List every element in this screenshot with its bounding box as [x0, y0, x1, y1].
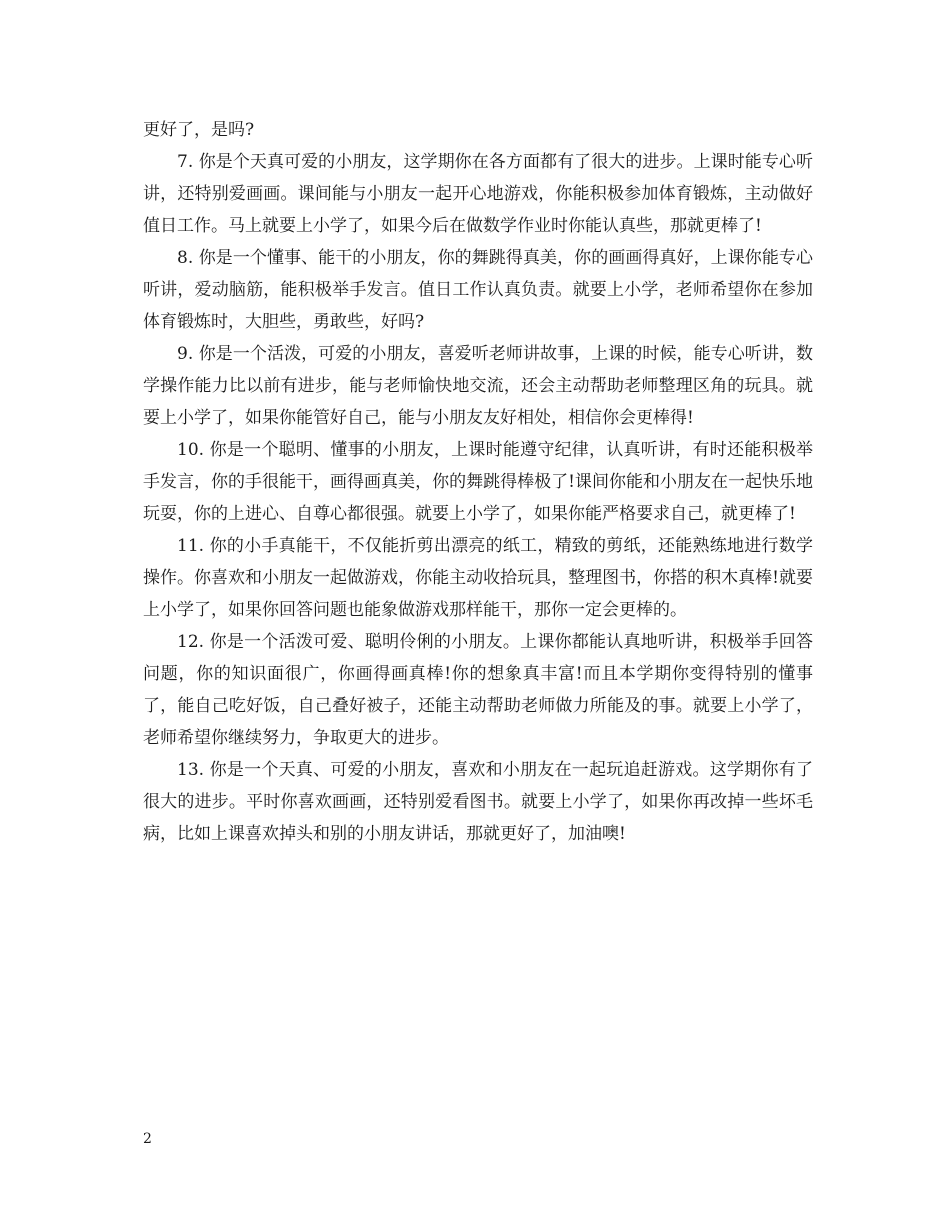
paragraph-13: 13. 你是一个天真、可爱的小朋友，喜欢和小朋友在一起玩追赶游戏。这学期你有了很大的进步。平时你喜欢画画，还特别爱看图书。就要上小学了，如果你再改掉一些坏毛病，比如上课喜欢掉头和别的小朋友讲话，那就更好了，加油噢!: [143, 760, 813, 844]
paragraph-8: 8. 你是一个懂事、能干的小朋友，你的舞跳得真美，你的画画得真好，上课你能专心听讲，爱动脑筋，能积极举手发言。值日工作认真负责。就要上小学，老师希望你在参加体育锻炼时，大胆些，勇敢些，好吗?: [143, 248, 813, 332]
paragraph-12: 12. 你是一个活泼可爱、聪明伶俐的小朋友。上课你都能认真地听讲，积极举手回答问题，你的知识面很广，你画得画真棒!你的想象真丰富!而且本学期你变得特别的懂事了，能自己吃好饭，自己叠好被子，还能主动帮助老师做力所能及的事。就要上小学了，老师希望你继续努力，争取更大的进步。: [143, 632, 813, 748]
paragraph-10: 10. 你是一个聪明、懂事的小朋友，上课时能遵守纪律，认真听讲，有时还能积极举手发言，你的手很能干，画得画真美，你的舞跳得棒极了!课间你能和小朋友在一起快乐地玩耍，你的上进心、自尊心都很强。就要上小学了，如果你能严格要求自己，就更棒了!: [143, 440, 813, 524]
continuation-paragraph: 更好了，是吗?: [143, 120, 255, 140]
paragraph-11: 11. 你的小手真能干，不仅能折剪出漂亮的纸工，精致的剪纸，还能熟练地进行数学操作。你喜欢和小朋友一起做游戏，你能主动收拾玩具，整理图书，你搭的积木真棒!就要上小学了，如果你回答问题也能象做游戏那样能干，那你一定会更棒的。: [143, 536, 813, 620]
page-number: 2: [143, 1131, 152, 1147]
document-body: [143, 114, 813, 850]
paragraph-7: 7. 你是个天真可爱的小朋友，这学期你在各方面都有了很大的进步。上课时能专心听讲，还特别爱画画。课间能与小朋友一起开心地游戏，你能积极参加体育锻炼，主动做好值日工作。马上就要上小学了，如果今后在做数学作业时你能认真些，那就更棒了!: [143, 152, 813, 236]
paragraph-9: 9. 你是一个活泼，可爱的小朋友，喜爱听老师讲故事，上课的时候，能专心听讲，数学操作能力比以前有进步，能与老师愉快地交流，还会主动帮助老师整理区角的玩具。就要上小学了，如果你能管好自己，能与小朋友友好相处，相信你会更棒得!: [143, 344, 813, 428]
